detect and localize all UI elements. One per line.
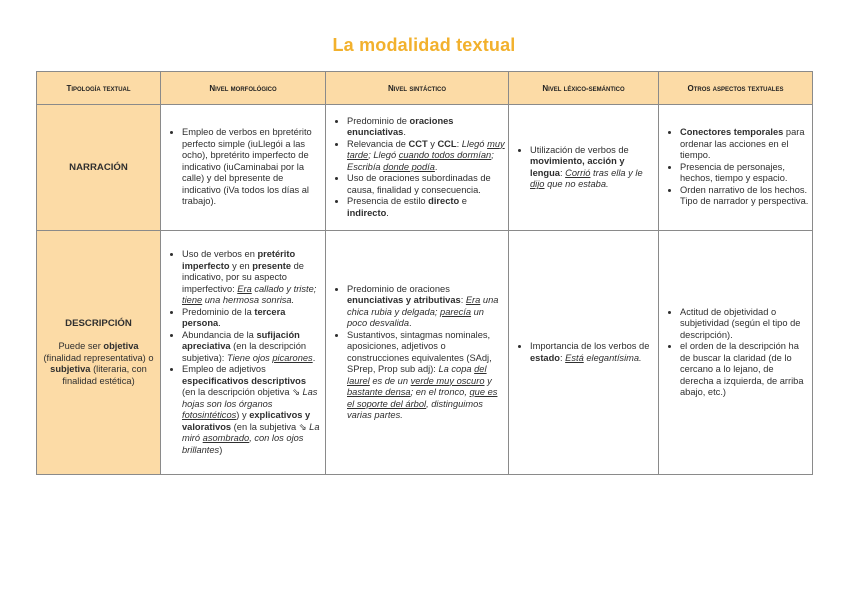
row-note: Puede ser objetiva (finalidad representativa) o subjetiva (literaria, con finalidad estética): [43, 341, 154, 386]
list-item: • Abundancia de la sufijación apreciativa (en la descripción subjetiva): Tiene ojos picarones.: [182, 330, 322, 365]
cell-descripcion-morfologico: [161, 231, 326, 475]
list-item: • Presencia de personajes, hechos, tiempo y espacio.: [680, 162, 809, 185]
bullet-list: [164, 127, 322, 208]
header-tipologia: Tipología textual: [37, 72, 161, 105]
list-item: • Actitud de objetividad o subjetividad (según el tipo de descripción).: [680, 307, 809, 342]
row-label-descripcion: [37, 231, 161, 475]
cell-narracion-sintactico: [326, 105, 509, 231]
cell-narracion-otros: [659, 105, 813, 231]
modalidad-table: [36, 71, 813, 475]
row-title: DESCRIPCIÓN: [65, 317, 132, 329]
bullet-list: [512, 341, 655, 364]
list-item: • Importancia de los verbos de estado: Está elegantísima.: [530, 341, 655, 364]
header-morfologico: Nivel morfológico: [161, 72, 326, 105]
list-item: • Sustantivos, sintagmas nominales, aposiciones, adjetivos o construcciones equivalentes (SAdj, SPrep, Prop sub adj): La copa del laurel es de un verde muy oscuro y bastante densa; en el tronco, que es el soporte del árbol, distinguimos varias partes.: [347, 330, 505, 422]
list-item: • Predominio de oraciones enunciativas y atributivas: Era una chica rubia y delgada; parecía un poco desvalida.: [347, 284, 505, 330]
row-title: NARRACIÓN: [69, 161, 128, 173]
list-item: • Orden narrativo de los hechos. Tipo de narrador y perspectiva.: [680, 185, 809, 208]
list-item: • Uso de verbos en pretérito imperfecto y en presente de indicativo, por su aspecto imperfectivo: Era callado y triste; tiene una hermosa sonrisa.: [182, 249, 322, 307]
list-item: • Predominio de oraciones enunciativas.: [347, 116, 505, 139]
row-label-narracion: [37, 105, 161, 231]
table-row-narracion: [37, 105, 813, 231]
bullet-list: [662, 307, 809, 399]
list-item: • Uso de oraciones subordinadas de causa, finalidad y consecuencia.: [347, 173, 505, 196]
cell-narracion-lexico: [509, 105, 659, 231]
list-item: • Empleo de verbos en bpretérito perfecto simple (iuLlegói a las ocho), bpretérito imperfecto de indicativo (iuCaminabai por la calle) y del bpresente de indicativo (iVa todos los días al trabajo).: [182, 127, 322, 208]
list-item: • Utilización de verbos de movimiento, acción y lengua: Corrió tras ella y le dijo que no estaba.: [530, 145, 655, 191]
cell-descripcion-lexico: [509, 231, 659, 475]
cell-descripcion-otros: [659, 231, 813, 475]
table-header-row: [37, 72, 813, 105]
list-item: • Predominio de la tercera persona.: [182, 307, 322, 330]
bullet-list: [512, 145, 655, 191]
bullet-list: [329, 284, 505, 422]
cell-descripcion-sintactico: [326, 231, 509, 475]
header-lexico: Nivel léxico-semántico: [509, 72, 659, 105]
page-title: La modalidad textual: [332, 35, 516, 55]
list-item: • Empleo de adjetivos especificativos descriptivos (en la descripción objetiva ⇘ Las hojas son los órganos fotosintéticos) y explicativos y valorativos (en la subjetiva ⇘ La miró asombrado, con los ojos brillantes): [182, 364, 322, 456]
list-item: • el orden de la descripción ha de buscar la claridad (de lo cercano a lo lejano, de derecha a izquierda, de arriba abajo, etc.): [680, 341, 809, 399]
header-sintactico: Nivel sintáctico: [326, 72, 509, 105]
table-row-descripcion: [37, 231, 813, 475]
bullet-list: [329, 116, 505, 220]
list-item: • Presencia de estilo directo e indirecto.: [347, 196, 505, 219]
cell-narracion-morfologico: [161, 105, 326, 231]
bullet-list: [662, 127, 809, 208]
list-item: • Conectores temporales para ordenar las acciones en el tiempo.: [680, 127, 809, 162]
bullet-list: [164, 249, 322, 456]
header-otros: Otros aspectos textuales: [659, 72, 813, 105]
list-item: • Relevancia de CCT y CCL: Llegó muy tarde; Llegó cuando todos dormían; Escribía donde podía.: [347, 139, 505, 174]
